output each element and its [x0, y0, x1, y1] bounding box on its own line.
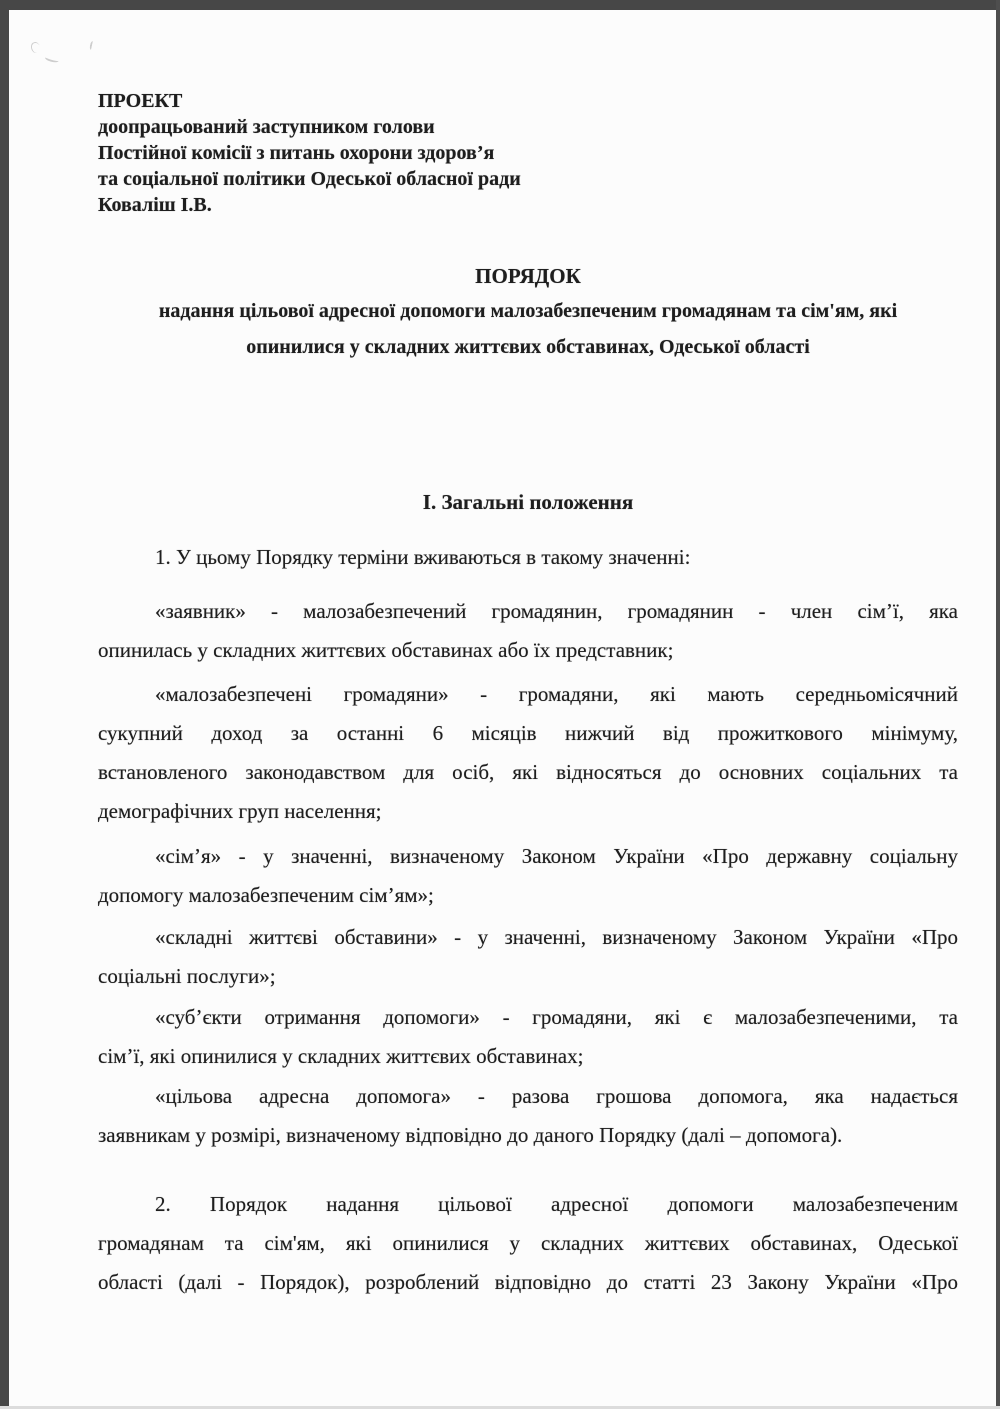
document-title: ПОРЯДОК: [475, 264, 581, 288]
paragraph: [98, 1077, 958, 1155]
text-line: області (далі - Порядок), розроблений відповідно до статті 23 Закону України «Про: [98, 1270, 958, 1294]
approval-line: Постійної комісії з питань охорони здоров’я: [98, 142, 495, 164]
section-heading: І. Загальні положення: [422, 490, 634, 514]
text-line: сім’ї, які опинилися у складних життєвих обставинах;: [98, 1044, 584, 1068]
text-line: соціальні послуги»;: [98, 964, 276, 988]
text-line: громадянам та сім'ям, які опинилися у складних життєвих обставинах, Одеської: [98, 1231, 958, 1255]
scan-edge-top: [0, 0, 1000, 10]
paragraph: [98, 675, 958, 831]
text-line: «складні життєві обставини» - у значенні, визначеному Законом України «Про: [155, 925, 958, 949]
text-line: встановленого законодавством для осіб, які відносяться до основних соціальних та: [98, 760, 958, 784]
text-line: 1. У цьому Порядку терміни вживаються в такому значенні:: [155, 545, 691, 569]
subtitle-line: надання цільової адресної допомоги малозабезпеченим громадянам та сім'ям, які: [158, 300, 898, 322]
subtitle-line: опинилися у складних життєвих обставинах, Одеської області: [246, 336, 810, 358]
scan-smudge: [44, 54, 59, 64]
paragraph: [98, 592, 958, 670]
scan-edge-left: [0, 0, 9, 1409]
text-line: сукупний доход за останні 6 місяців нижчий від прожиткового мінімуму,: [98, 721, 958, 745]
text-line: 2. Порядок надання цільової адресної допомоги малозабезпеченим: [155, 1192, 958, 1216]
paragraph: [98, 538, 958, 577]
document-subtitle: [98, 293, 958, 365]
scan-smudge: [89, 41, 95, 51]
scan-smudge: [30, 41, 42, 54]
text-line: допомогу малозабезпеченим сім’ям»;: [98, 883, 434, 907]
approval-line: ПРОЕКТ: [98, 90, 183, 112]
approval-line: та соціальної політики Одеської обласної ради: [98, 168, 521, 190]
section-body: [98, 538, 958, 1302]
document-content: [98, 88, 958, 1302]
text-line: «суб’єкти отримання допомоги» - громадяни, які є малозабезпеченими, та: [155, 1005, 958, 1029]
text-line: «малозабезпечені громадяни» - громадяни, які мають середньомісячний: [155, 682, 958, 706]
paragraph: [98, 1185, 958, 1302]
approval-block: [98, 88, 958, 218]
paragraph: [98, 918, 958, 996]
text-line: «заявник» - малозабезпечений громадянин, громадянин - член сім’ї, яка: [155, 599, 958, 623]
text-line: демографічних груп населення;: [98, 799, 382, 823]
text-line: опинилась у складних життєвих обставинах або їх представник;: [98, 638, 674, 662]
approval-line: доопрацьований заступником голови: [98, 116, 435, 138]
scan-edge-right: [996, 0, 1000, 1409]
text-line: заявникам у розмірі, визначеному відповідно до даного Порядку (далі – допомога).: [98, 1123, 843, 1147]
text-line: «сім’я» - у значенні, визначеному Законом України «Про державну соціальну: [155, 844, 958, 868]
text-line: «цільова адресна допомога» - разова грошова допомога, яка надається: [155, 1084, 958, 1108]
approval-line: Коваліш І.В.: [98, 194, 212, 216]
paragraph: [98, 837, 958, 915]
paragraph: [98, 998, 958, 1076]
